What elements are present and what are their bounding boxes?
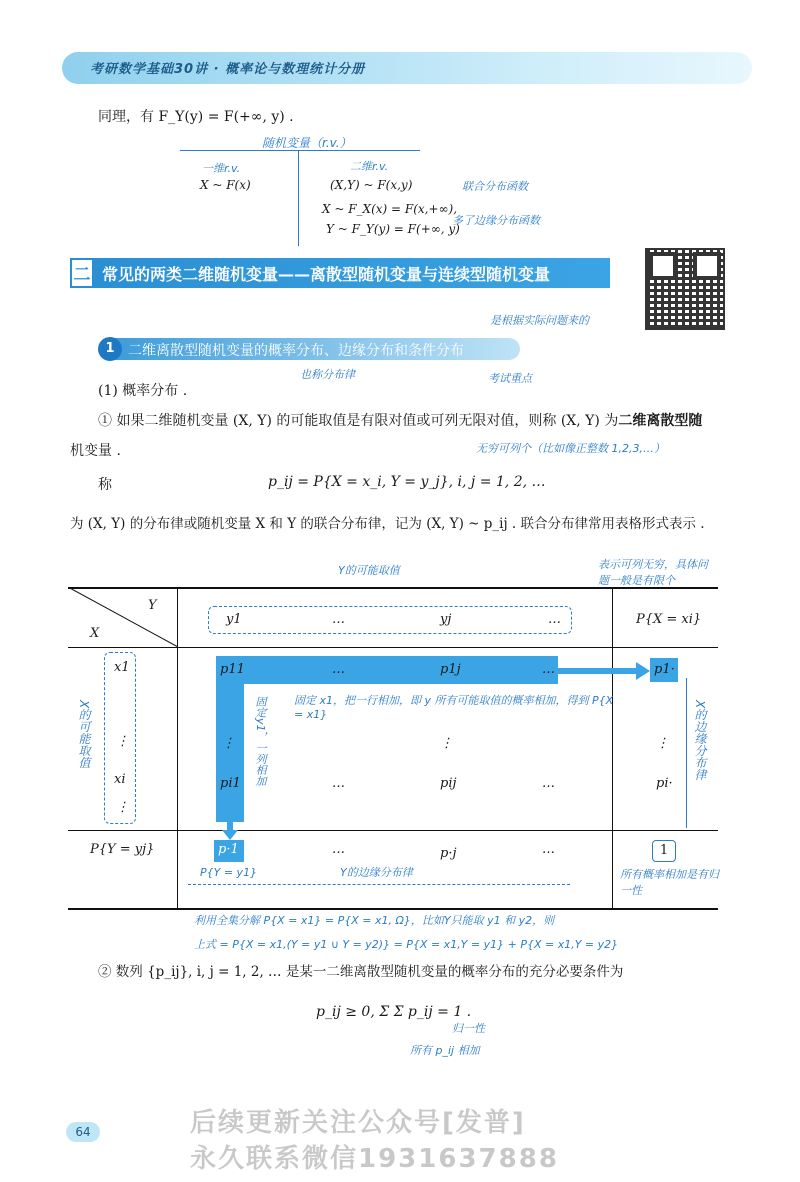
col-sum-arrow-icon [218, 820, 242, 840]
condition-2: ② 数列 {p_ij}, i, j = 1, 2, … 是某一二维离散型随机变量的概率分布的充分必要条件为 [98, 964, 624, 980]
note-x-possible: X的可能取值 [77, 700, 91, 769]
table-col-rule-2 [612, 587, 613, 909]
cell-row1-dots2: … [542, 662, 555, 677]
definition [98, 410, 738, 430]
cell-row1-dots: … [332, 662, 345, 677]
tree-title: 随机变量（r.v.） [262, 136, 352, 150]
note-also-called: 也称分布律 [300, 368, 355, 381]
note-fix-y: 固定y1，一列相加 [254, 696, 267, 787]
note-total-1: 利用全集分解 P{X = x1} = P{X = x1, Ω}，比如Y只能取 y1 和 y2，则 [194, 914, 555, 927]
qr-code-icon [645, 248, 725, 330]
cell-pi1: pi1 [220, 776, 241, 791]
page-number: 64 [66, 1122, 100, 1142]
table-bottom-rule [68, 908, 718, 910]
subsection-title: 二维离散型随机变量的概率分布、边缘分布和条件分布 [128, 343, 464, 359]
y-val-j: yj [440, 612, 452, 627]
pij-formula: p_ij = P{X = x_i, Y = y_j}, i, j = 1, 2, … [268, 474, 546, 490]
call-label: 称 [98, 477, 112, 493]
cell-p11: p11 [220, 662, 245, 677]
tree-vline [298, 150, 299, 246]
tree-hline [180, 150, 420, 151]
note-sum-one: 所有概率相加是有归一性 [620, 868, 719, 897]
law-line: 为 (X, Y) 的分布律或随机变量 X 和 Y 的联合分布律，记为 (X, Y) ~ p_ij . 联合分布律常用表格形式表示 . [70, 516, 705, 532]
section-title: 常见的两类二维随机变量——离散型随机变量与连续型随机变量 [102, 265, 551, 284]
table-diagonal [68, 587, 178, 647]
item-1: (1) 概率分布 . [98, 383, 188, 399]
definition-text: ① 如果二维随机变量 (X, Y) 的可能取值是有限对值或可列无限对值，则称 (X, Y) 为 [98, 413, 619, 429]
header-y: Y [148, 598, 157, 613]
row-sum-arrow-icon [558, 660, 652, 682]
cell-rowi-dots: … [332, 776, 345, 791]
cell-pdot1: p·1 [218, 842, 239, 857]
book-title: 考研数学基础30讲 · 概率论与数理统计分册 [90, 62, 366, 77]
x-val-1: x1 [114, 660, 130, 675]
note-total-2: 上式 = P{X = x1,(Y = y1 ∪ Y = y2)} = P{X = x1,Y = y1} + P{X = x1,Y = y2} [194, 938, 619, 951]
cell-rowi-dots2: … [542, 776, 555, 791]
note-fix-x: 固定 x1，把一行相加，即 y 所有可能取值的概率相加，得到 P{X = x1} [294, 694, 614, 721]
cell-pij: pij [440, 776, 457, 791]
py-header: P{Y = yj} [90, 842, 155, 857]
note-x-marginal: X的边缘分布律 [693, 700, 707, 781]
two-dim-formula: (X,Y) ~ F(x,y) [330, 178, 413, 192]
total-one: 1 [652, 840, 676, 862]
y-val-dots: … [332, 612, 345, 627]
note-countable: 无穷可列个（比如像正整数 1,2,3,…） [476, 442, 665, 455]
x-val-i: xi [114, 772, 126, 787]
cell-right-dots: ⋮ [656, 736, 669, 751]
x-marginal-arrow [686, 678, 687, 828]
one-dim-formula: X ~ F(x) [200, 178, 251, 192]
marg-x: X ~ F_X(x) = F(x,+∞), [322, 202, 458, 216]
px-header: P{X = xi} [636, 612, 702, 627]
joint-note: 联合分布函数 [462, 180, 528, 193]
x-val-dots2: ⋮ [116, 800, 129, 815]
note-exam-key: 考试重点 [488, 372, 532, 385]
header-x: X [90, 626, 100, 641]
note-real-problem: 是根据实际问题来的 [490, 314, 589, 327]
note-sum-all: 所有 p_ij 相加 [410, 1044, 480, 1057]
subsection-number: 1 [98, 337, 122, 361]
note-normalization: 归一性 [452, 1022, 485, 1035]
definition-bold: 二维离散型随 [618, 413, 703, 429]
cell-col-dots: ⋮ [222, 736, 235, 751]
one-dim-label: 一维r.v. [202, 162, 241, 175]
cell-pidot: pi· [656, 776, 673, 791]
definition-line2: 机变量 . [70, 443, 121, 459]
marg-y: Y ~ F_Y(y) = F(+∞, y) [326, 222, 460, 236]
marg-note: 多了边缘分布函数 [452, 214, 540, 227]
y-values-box [208, 606, 572, 634]
cell-mid-dots: ⋮ [440, 736, 453, 751]
intro-line: 同理，有 F_Y(y) = F(+∞, y) . [98, 109, 294, 125]
cell-p1dot: p1· [654, 662, 675, 677]
cell-pdotj: p·j [440, 846, 457, 861]
watermark-line-2: 永久联系微信1931637888 [190, 1144, 559, 1174]
table-bottom-row-rule [68, 830, 718, 831]
note-py1: P{Y = y1} [200, 866, 258, 879]
section-number: 二 [70, 258, 94, 288]
condition-2-formula: p_ij ≥ 0, Σ Σ p_ij = 1 . [316, 1004, 472, 1020]
row-1-highlight [216, 656, 558, 684]
watermark-line-1: 后续更新关注公众号[发普] [190, 1108, 526, 1138]
cell-bottom-dots: … [332, 842, 345, 857]
x-val-dots: ⋮ [116, 734, 129, 749]
y-marginal-arrow [188, 884, 570, 885]
cell-p1j: p1j [440, 662, 461, 677]
note-y-possible: Y的可能取值 [338, 564, 400, 577]
note-y-marginal: Y的边缘分布律 [340, 866, 413, 879]
two-dim-label: 二维r.v. [350, 160, 389, 173]
table-header-rule [68, 647, 718, 648]
y-val-dots2: … [548, 612, 561, 627]
note-countable-table: 表示可列无穷，具体问题一般是有限个 [598, 558, 708, 587]
y-val-1: y1 [226, 612, 242, 627]
cell-bottom-dots2: … [542, 842, 555, 857]
